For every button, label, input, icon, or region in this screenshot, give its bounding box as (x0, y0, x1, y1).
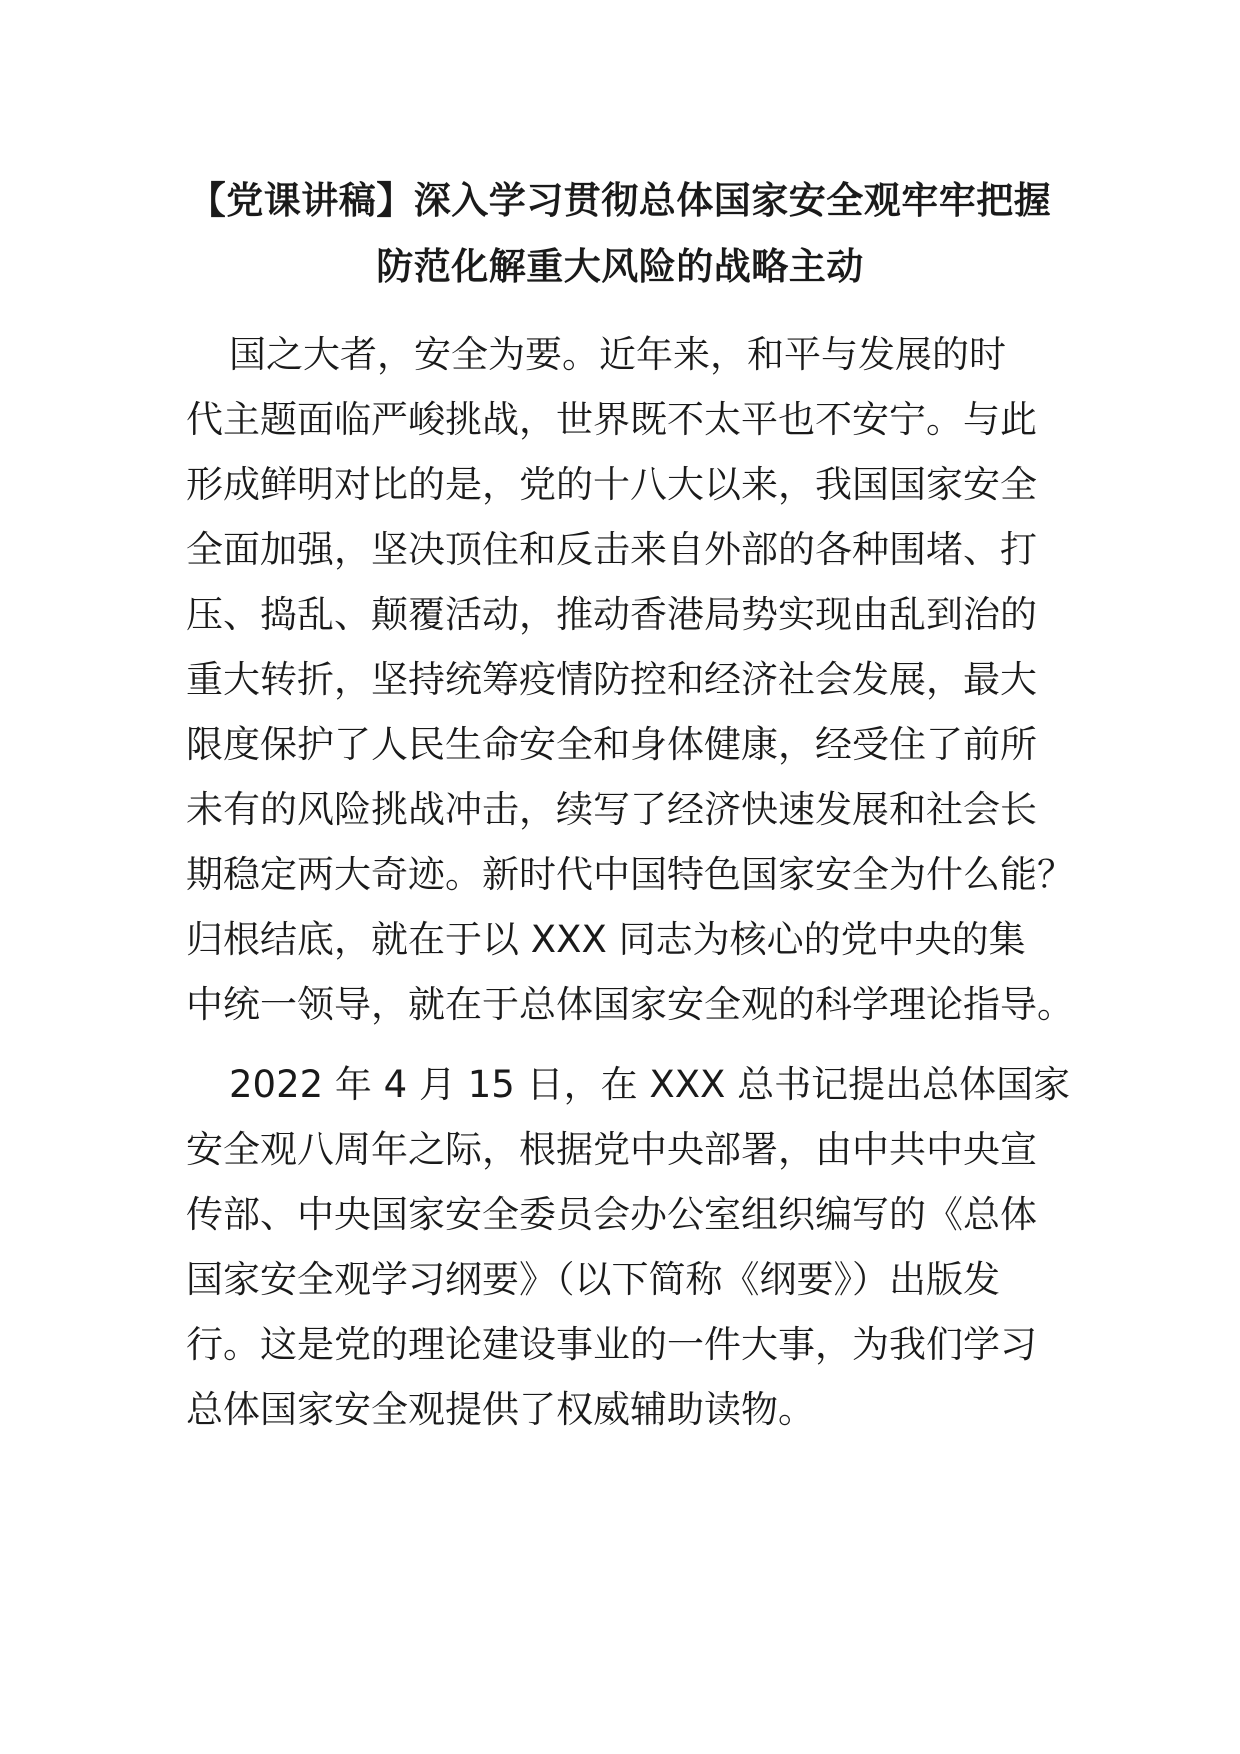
paragraph-line: 代主题面临严峻挑战，世界既不太平也不安宁。与此 (186, 398, 1037, 441)
body-paragraph-2 (186, 1052, 1071, 1442)
paragraph-line: 归根结底，就在于以 XXX 同志为核心的党中央的集 (186, 918, 1026, 961)
document-title (186, 168, 1054, 300)
paragraph-line: 中统一领导，就在于总体国家安全观的科学理论指导。 (186, 983, 1074, 1026)
title-line: 【党课讲稿】深入学习贯彻总体国家安全观牢牢把握 (188, 179, 1052, 222)
paragraph-line: 国家安全观学习纲要》（以下简称《纲要》）出版发 (186, 1258, 1000, 1301)
paragraph-line: 总体国家安全观提供了权威辅助读物。 (186, 1388, 815, 1431)
paragraph-line: 压、捣乱、颠覆活动，推动香港局势实现由乱到治的 (186, 593, 1037, 636)
paragraph-line: 行。这是党的理论建设事业的一件大事，为我们学习 (186, 1323, 1037, 1366)
body-paragraph-1 (186, 322, 1074, 1037)
paragraph-line: 安全观八周年之际，根据党中央部署，由中共中央宣 (186, 1128, 1037, 1171)
paragraph-line: 未有的风险挑战冲击，续写了经济快速发展和社会长 (186, 788, 1037, 831)
paragraph-line: 限度保护了人民生命安全和身体健康，经受住了前所 (186, 723, 1037, 766)
paragraph-line: 期稳定两大奇迹。新时代中国特色国家安全为什么能？ (186, 853, 1074, 896)
paragraph-line: 国之大者，安全为要。近年来，和平与发展的时 (229, 333, 1006, 376)
title-line: 防范化解重大风险的战略主动 (376, 245, 864, 288)
paragraph-line: 重大转折，坚持统筹疫情防控和经济社会发展，最大 (186, 658, 1037, 701)
paragraph-line: 形成鲜明对比的是，党的十八大以来，我国国家安全 (186, 463, 1037, 506)
paragraph-line: 2022 年 4 月 15 日，在 XXX 总书记提出总体国家 (229, 1063, 1071, 1106)
paragraph-line: 传部、中央国家安全委员会办公室组织编写的《总体 (186, 1193, 1037, 1236)
paragraph-line: 全面加强，坚决顶住和反击来自外部的各种围堵、打 (186, 528, 1037, 571)
